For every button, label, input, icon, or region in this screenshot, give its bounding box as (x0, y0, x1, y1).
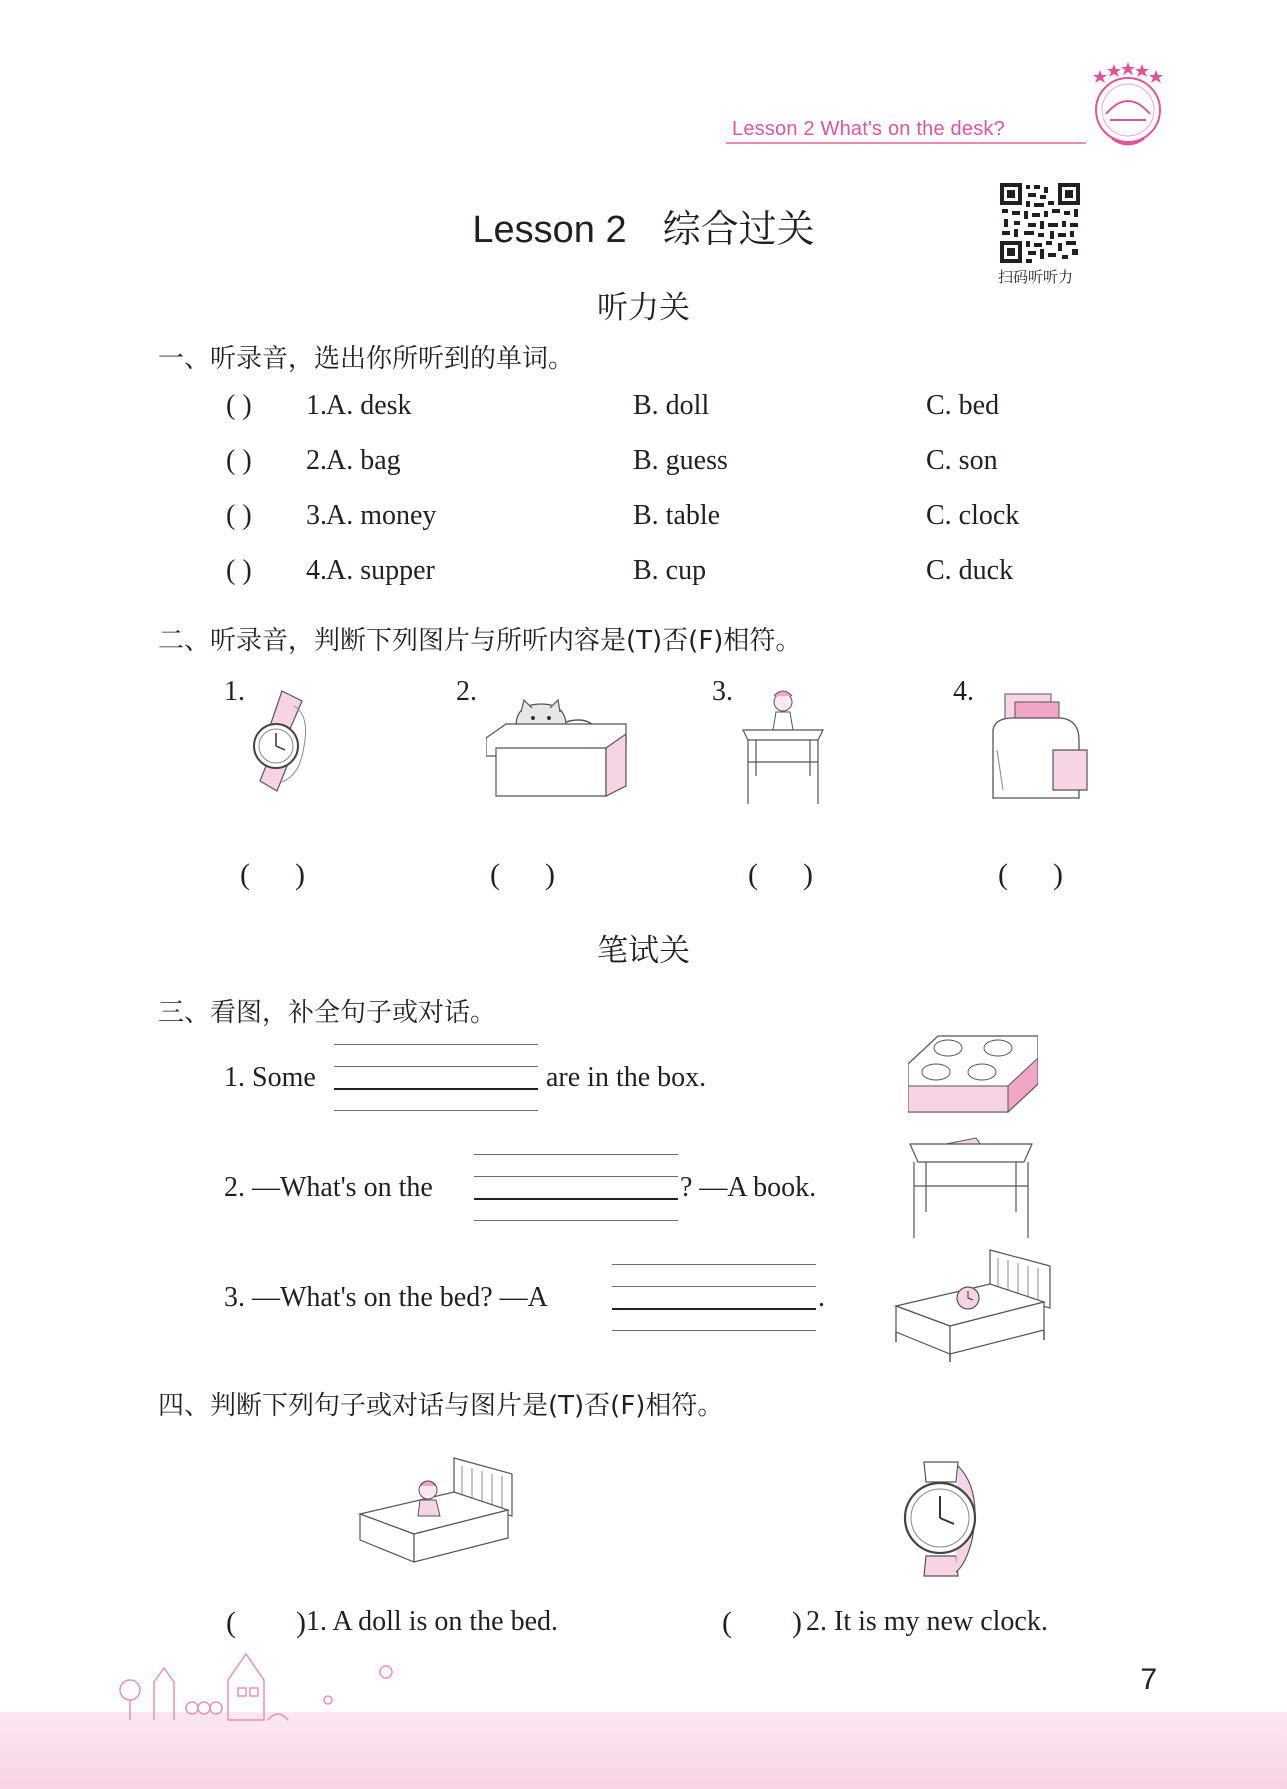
statement: 2. It is my new clock. (806, 1606, 1048, 1637)
sentence-start: 3. —What's on the bed? —A (224, 1282, 548, 1313)
answer-paren[interactable]: ( ) (722, 1606, 802, 1639)
part4-instruction: 四、判断下列句子或对话与图片是(T)否(F)相符。 (158, 1391, 724, 1421)
option-c: C. son (926, 445, 998, 476)
qr-caption: 扫码听听力 (998, 268, 1074, 286)
publisher-logo (1070, 58, 1180, 158)
answer-paren[interactable]: ( ) (240, 858, 305, 891)
header-rule (726, 142, 1086, 144)
sentence-end: . (818, 1282, 825, 1313)
answer-paren[interactable]: ( ) (226, 500, 252, 531)
sentence-start: 2. —What's on the (224, 1172, 433, 1203)
answer-paren[interactable]: ( ) (226, 555, 252, 586)
sentence-end: ? —A book. (680, 1172, 817, 1203)
watch-illustration (900, 1460, 990, 1578)
answer-paren[interactable]: ( ) (490, 858, 555, 891)
mc-question-4 (0, 555, 1287, 595)
part1-instruction: 一、听录音，选出你所听到的单词。 (158, 344, 575, 374)
part2-instruction: 二、听录音，判断下列图片与所听内容是(T)否(F)相符。 (158, 626, 802, 656)
option-b: B. guess (633, 445, 728, 476)
writing-lines[interactable] (612, 1264, 816, 1330)
answer-paren[interactable]: ( ) (226, 445, 252, 476)
writing-lines[interactable] (474, 1154, 678, 1220)
picture-number: 3. (712, 676, 733, 707)
question-number: 2. (306, 445, 327, 476)
qr-code-icon[interactable] (1000, 183, 1080, 263)
running-header: Lesson 2 What's on the desk? (732, 118, 1005, 140)
answer-paren[interactable]: ( ) (748, 858, 813, 891)
option-c: C. duck (926, 555, 1014, 586)
question-number: 1. (306, 390, 327, 421)
question-number: 3. (306, 500, 327, 531)
answer-paren[interactable]: ( ) (226, 390, 252, 421)
option-b: B. doll (633, 390, 710, 421)
picture-number: 1. (224, 676, 245, 707)
mc-question-3 (0, 500, 1287, 540)
house-and-trees-decoration (118, 1650, 438, 1725)
page-number: 7 (1140, 1663, 1157, 1696)
answer-paren[interactable]: ( ) (226, 1606, 306, 1639)
option-c: C. bed (926, 390, 1000, 421)
option-a: A. money (326, 500, 437, 531)
option-b: B. table (633, 500, 721, 531)
sentence-end: are in the box. (546, 1062, 707, 1093)
schoolbag-with-books-illustration (983, 690, 1093, 805)
cat-in-box-illustration (486, 696, 631, 801)
cups-in-box-illustration (908, 1034, 1038, 1114)
picture-number: 2. (456, 676, 477, 707)
sentence-start: 1. Some (224, 1062, 316, 1093)
page-title (0, 198, 1287, 253)
part3-instruction: 三、看图，补全句子或对话。 (158, 998, 497, 1028)
title-review: 综合过关 (662, 209, 815, 251)
picture-number: 4. (953, 676, 974, 707)
writing-lines[interactable] (334, 1044, 538, 1110)
doll-on-table-illustration (738, 688, 828, 806)
doll-on-bed-illustration (358, 1456, 514, 1568)
question-number: 4. (306, 555, 327, 586)
clock-on-bed-illustration (894, 1246, 1054, 1364)
wristwatch-illustration (242, 686, 332, 796)
option-c: C. clock (926, 500, 1020, 531)
writing-heading: 笔试关 (597, 933, 690, 969)
listening-heading: 听力关 (597, 290, 690, 326)
mc-question-1 (0, 390, 1287, 430)
option-a: A. desk (326, 390, 412, 421)
option-a: A. supper (326, 555, 435, 586)
statement: 1. A doll is on the bed. (306, 1606, 558, 1637)
option-b: B. cup (633, 555, 707, 586)
book-on-desk-illustration (906, 1134, 1036, 1240)
mc-question-2 (0, 445, 1287, 485)
answer-paren[interactable]: ( ) (998, 858, 1063, 891)
title-lesson: Lesson 2 (472, 209, 627, 251)
option-a: A. bag (326, 445, 401, 476)
